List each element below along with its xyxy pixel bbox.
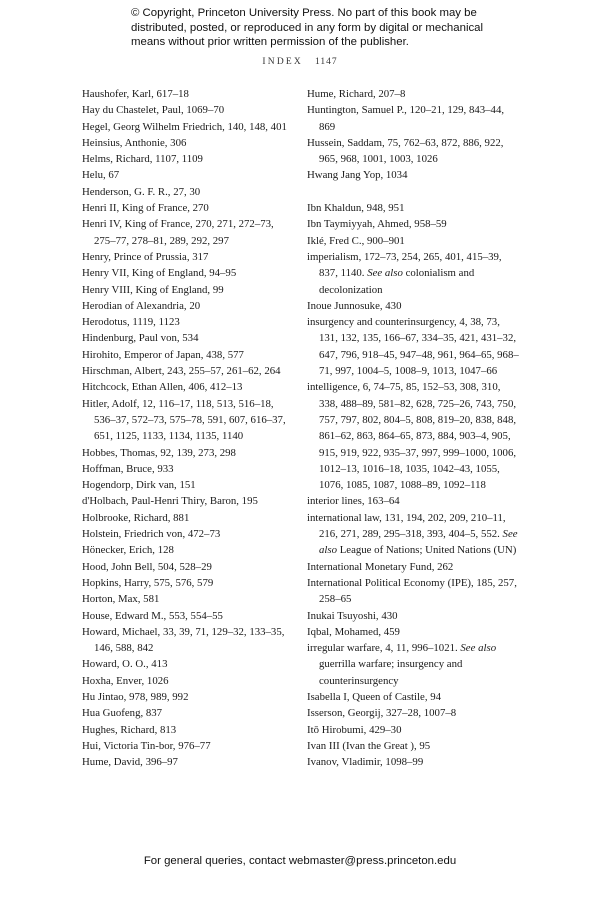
index-entry: Hume, David, 396–97: [82, 756, 178, 769]
running-head: [0, 57, 600, 67]
index-entry: Huntington, Samuel P., 120–21, 129, 843–44, 869: [307, 104, 505, 133]
index-entry: Herodotus, 1119, 1123: [82, 316, 180, 329]
index-entry: Hussein, Saddam, 75, 762–63, 872, 886, 922, 965, 968, 1001, 1003, 1026: [307, 136, 504, 166]
index-entry: Hoxha, Enver, 1026: [82, 674, 169, 687]
copyright-notice: © Copyright, Princeton University Press. No part of this book may be distributed, posted, or reproduced in any form by digital or mechanical means without prior written permission of the publisher.: [131, 7, 484, 49]
index-entry: Iklé, Fred C., 900–901: [307, 234, 405, 247]
index-entry: Itō Hirobumi, 429–30: [307, 723, 402, 736]
index-entry: Howard, O. O., 413: [82, 658, 168, 671]
index-entry: Hitchcock, Ethan Allen, 406, 412–13: [82, 381, 243, 394]
index-entry: Henri IV, King of France, 270, 271, 272–73, 275–77, 278–81, 289, 292, 297: [82, 218, 274, 247]
index-column-right: [307, 86, 520, 770]
index-entry: Haushofer, Karl, 617–18: [82, 88, 189, 100]
index-entry: Hegel, Georg Wilhelm Friedrich, 140, 148, 401: [82, 120, 287, 133]
index-entry: Henri II, King of France, 270: [82, 202, 209, 215]
index-entry: Ivanov, Vladimir, 1098–99: [307, 756, 424, 769]
index-entry: Hu Jintao, 978, 989, 992: [82, 690, 189, 703]
index-entry: Henry VII, King of England, 94–95: [82, 267, 237, 280]
index-entry: International Monetary Fund, 262: [307, 560, 454, 573]
running-head-label: INDEX: [262, 57, 303, 67]
index-entry: Helms, Richard, 1107, 1109: [82, 153, 203, 166]
page-number: 1147: [314, 57, 338, 67]
index-entry: Henry VIII, King of England, 99: [82, 283, 224, 296]
index-entry: Inukai Tsuyoshi, 430: [307, 609, 398, 622]
index-entry: Henderson, G. F. R., 27, 30: [82, 185, 201, 198]
index-entry: Iqbal, Mohamed, 459: [307, 625, 400, 638]
index-entry: interior lines, 163–64: [307, 495, 400, 508]
index-entry: Holstein, Friedrich von, 472–73: [82, 528, 221, 541]
index-entry: Hwang Jang Yop, 1034: [307, 169, 408, 182]
index-entry: Hönecker, Erich, 128: [82, 544, 174, 557]
index-entry: imperialism, 172–73, 254, 265, 401, 415–39, 837, 1140. See also colonialism and decolonization: [307, 250, 502, 296]
index-entry: intelligence, 6, 74–75, 85, 152–53, 308, 310, 338, 488–89, 581–82, 628, 725–26, 743, 750, 757, 797, 802, 804–5, 808, 819–20, 838, 848, 861–62, 863, 864–65, 873, 884, 903–4, 905, 915, 919, 922, 935–37, 997, 999–1000, 1006, 1012–13, 1016–18, 1035, 1042–43, 1055, 1076, 1085, 1087, 1088–89, 1092–118: [307, 381, 517, 492]
index-entry: Hirohito, Emperor of Japan, 438, 577: [82, 348, 244, 361]
index-entry: Herodian of Alexandria, 20: [82, 299, 201, 312]
index-entry: House, Edward M., 553, 554–55: [82, 609, 223, 622]
index-entry: Hay du Chastelet, Paul, 1069–70: [82, 104, 225, 117]
index-entry: Inoue Junnosuke, 430: [307, 299, 402, 312]
index-entry: Heinsius, Anthonie, 306: [82, 136, 187, 149]
index-entry: Hui, Victoria Tin-bor, 976–77: [82, 739, 211, 752]
index-entry: Henry, Prince of Prussia, 317: [82, 250, 209, 263]
index-entry: Ibn Khaldun, 948, 951: [307, 202, 405, 215]
index-entry: Ivan III (Ivan the Great ), 95: [307, 739, 431, 752]
index-entry: Isserson, Georgij, 327–28, 1007–8: [307, 707, 457, 720]
index-entry: Hopkins, Harry, 575, 576, 579: [82, 576, 214, 589]
index-entry: Holbrooke, Richard, 881: [82, 511, 190, 524]
index-entry: insurgency and counterinsurgency, 4, 38, 73, 131, 132, 135, 166–67, 334–35, 421, 431–32, 647, 796, 918–45, 947–48, 961, 964–65, 968–71, 997, 1004–5, 1008–9, 1013, 1047–66: [307, 316, 519, 378]
index-entry: Horton, Max, 581: [82, 593, 160, 606]
index-entry: Isabella I, Queen of Castile, 94: [307, 690, 442, 703]
index-entry: Hua Guofeng, 837: [82, 707, 163, 720]
index-entry: Hume, Richard, 207–8: [307, 88, 406, 100]
index-column-left: [82, 86, 287, 770]
index-entry: irregular warfare, 4, 11, 996–1021. See also guerrilla warfare; insurgency and counterinsurgency: [307, 642, 497, 687]
index-entry: Hindenburg, Paul von, 534: [82, 332, 199, 345]
index-entry: Hood, John Bell, 504, 528–29: [82, 560, 212, 573]
index-entry: Hoffman, Bruce, 933: [82, 462, 174, 475]
index-entry: Hughes, Richard, 813: [82, 723, 177, 736]
index-entry: International Political Economy (IPE), 185, 257, 258–65: [307, 576, 517, 606]
index-entry: Hirschman, Albert, 243, 255–57, 261–62, 264: [82, 365, 281, 378]
index-entry: Hitler, Adolf, 12, 116–17, 118, 513, 516–18, 536–37, 572–73, 575–78, 591, 607, 616–37, 651, 1125, 1133, 1134, 1135, 1140: [82, 397, 286, 443]
index-entry: Hobbes, Thomas, 92, 139, 273, 298: [82, 446, 236, 459]
index-entry: Hogendorp, Dirk van, 151: [82, 479, 196, 492]
index-entry: international law, 131, 194, 202, 209, 210–11, 216, 271, 289, 295–318, 393, 404–5, 552. See also League of Nations; United Nations (UN): [307, 511, 518, 557]
index-entry: Ibn Taymiyyah, Ahmed, 958–59: [307, 218, 447, 231]
index-entry: Helu, 67: [82, 169, 120, 182]
index-entry: Howard, Michael, 33, 39, 71, 129–32, 133–35, 146, 588, 842: [82, 625, 285, 655]
footer-contact: For general queries, contact webmaster@press.princeton.edu: [143, 855, 457, 867]
index-entry: d'Holbach, Paul-Henri Thiry, Baron, 195: [82, 495, 258, 508]
